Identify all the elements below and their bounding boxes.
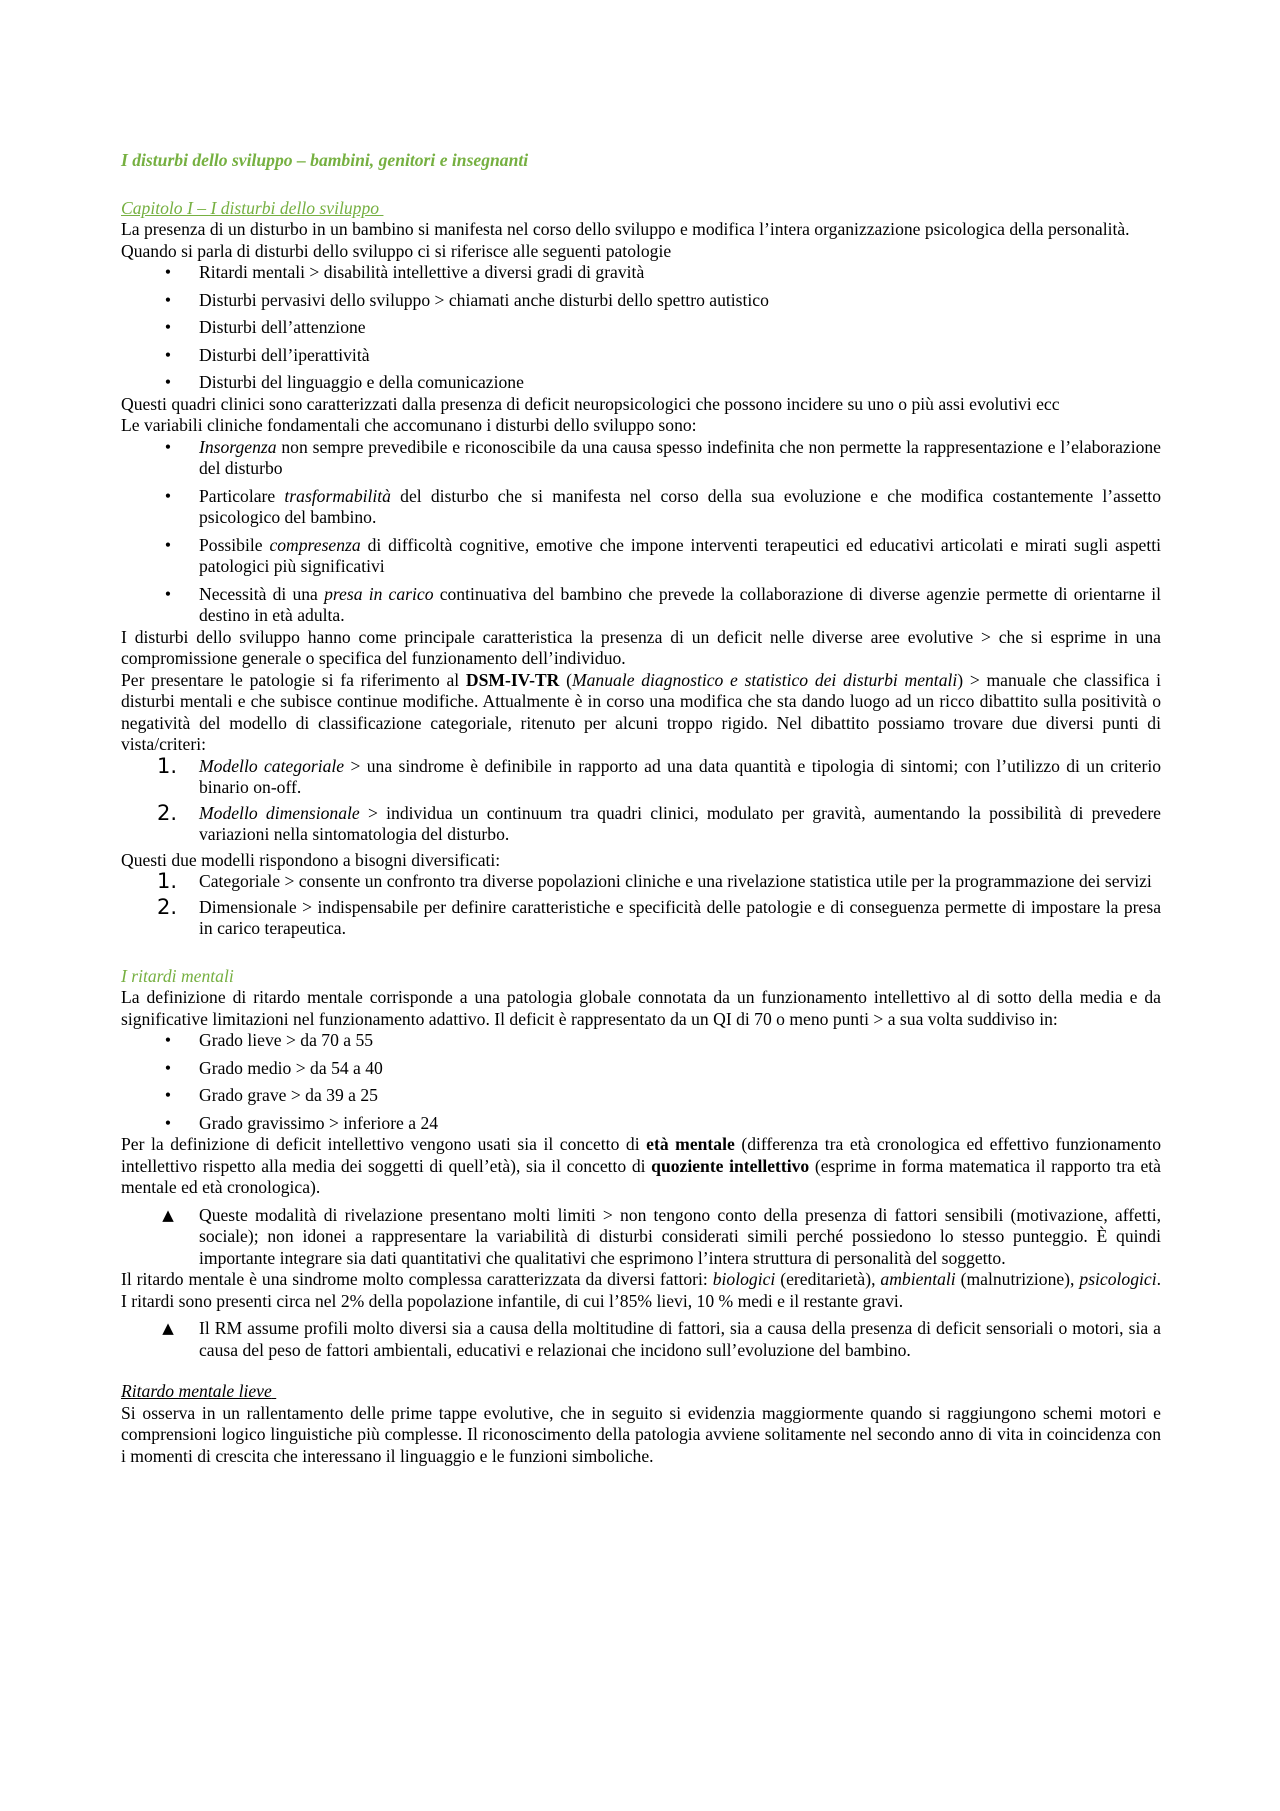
list-item: • Disturbi del linguaggio e della comunicazione [121,372,1161,394]
list-item: • Grado lieve > da 70 a 55 [121,1030,1161,1052]
bullet-icon: • [164,534,172,555]
models-list [121,753,1162,846]
ritardi-mentali-heading: I ritardi mentali [121,965,234,986]
bullet-icon: • [164,1112,172,1133]
limits-list [121,1205,1161,1270]
list-item: 1. Categoriale > consente un confronto tra diverse popolazioni cliniche e una rivelazione statistica utile per la programmazione dei servizi [156,869,1152,893]
pathologies-list [121,262,1161,394]
intro-paragraph-1: La presenza di un disturbo in un bambino si manifesta nel corso dello sviluppo e modifica l’intera organizzazione psicologica della personalità. [121,219,1130,239]
bullet-icon: • [164,1030,172,1050]
bullet-icon: • [164,262,172,282]
list-item: • Possibile compresenza di difficoltà cognitive, emotive che impone interventi terapeutici ed educativi articolati e mirati sugli aspetti patologici più significativi [121,535,1161,578]
clinical-paragraph-1: Questi quadri clinici sono caratterizzati dalla presenza di deficit neuropsicologici che possono incidere su uno o più assi evolutivi ecc [121,393,1060,414]
intro-paragraph-2: Quando si parla di disturbi dello sviluppo ci si riferisce alle seguenti patologie [121,240,672,261]
bullet-icon: • [164,289,172,310]
mild-paragraph: Si osserva in un rallentamento delle prime tappe evolutive, che in seguito si evidenzia maggiormente quando si raggiungono schemi motori e comprensioni logico linguistiche più complesse. Il riconoscimento della patologia avviene solitamente nel secondo anno di vita in coincidenza con i momenti di crescita che interessano il linguaggio e le funzioni simboliche. [121,1402,1161,1466]
deficit-paragraph: I disturbi dello sviluppo hanno come principale caratteristica la presenza di un deficit nelle diverse aree evolutive > che si esprime in una compromissione generale o specifica del funzionamento dell’individuo. [121,626,1161,668]
chapter-heading: Capitolo I – I disturbi dello sviluppo [121,197,380,218]
list-item: ▲ Il RM assume profili molto diversi sia a causa della moltitudine di fattori, sia a causa della presenza di deficit sensoriali o motori, sia a causa del peso de fattori ambientali, educativi e relazionai che incidono sull’evoluzione del bambino. [121,1318,1161,1361]
bullet-icon: • [164,583,172,604]
list-item: • Insorgenza non sempre prevedibile e riconoscibile da una causa spesso indefinita che non permette la rappresentazione e l’elaborazione del disturbo [121,437,1161,480]
list-item: 2. Modello dimensionale > individua un continuum tra quadri clinici, modulato per gravità, aumentando la possibilità di prevedere variazioni nella sintomatologia del disturbo. [156,800,1161,844]
grades-list [121,1030,1161,1134]
list-number: 1. [156,753,178,778]
bullet-icon: • [164,1085,172,1105]
bullet-icon: • [164,344,172,365]
triangle-bullet-icon: ▲ [162,1205,174,1224]
list-item: • Ritardi mentali > disabilità intellettive a diversi gradi di gravità [121,262,1161,284]
bullet-icon: • [164,372,172,392]
triangle-bullet-icon: ▲ [162,1319,174,1337]
list-number: 2. [156,894,178,919]
list-item: • Disturbi dell’attenzione [121,317,1161,339]
clinical-paragraph-2: Le variabili cliniche fondamentali che accomunano i disturbi dello sviluppo sono: [121,415,697,435]
mild-retardation-heading: Ritardo mentale lieve [121,1381,272,1401]
list-item: • Disturbi pervasivi dello sviluppo > chiamati anche disturbi dello spettro autistico [121,290,1161,312]
list-item: 2. Dimensionale > indispensabile per definire caratteristiche e specificità delle patologie e di conseguenza permette di impostare la presa in carico terapeutica. [156,894,1161,938]
profiles-list [121,1318,1161,1361]
syndrome-paragraph: Il ritardo mentale è una sindrome molto complessa caratterizzata da diversi fattori: biologici (ereditarietà), ambientali (malnutrizione), psicologici. I ritardi sono presenti circa nel 2% della popolazione infantile, di cui l’85% lievi, 10 % medi e il restante gravi. [121,1269,1162,1311]
needs-paragraph: Questi due modelli rispondono a bisogni diversificati: [121,849,501,870]
list-item: • Grado grave > da 39 a 25 [121,1085,1161,1107]
list-item: ▲ Queste modalità di rivelazione presentano molti limiti > non tengono conto della presenza di fattori sensibili (motivazione, affetti, sociale); non idonei a rappresentare la variabilità di disturbi considerati simili perché possiedono lo stesso punteggio. È quindi importante integrare sia dati quantitativi che qualitativi che esprimono l’intera struttura di personalità del soggetto. [121,1205,1161,1270]
list-item: • Disturbi dell’iperattività [121,345,1161,367]
variables-list [121,437,1161,627]
list-number: 1. [156,869,178,893]
rm-paragraph-1: La definizione di ritardo mentale corrisponde a una patologia globale connotata da un funzionamento intellettivo al di sotto della media e da significative limitazioni nel funzionamento adattivo. Il deficit è rappresentato da un QI di 70 o meno punti > a sua volta suddiviso in: [121,987,1161,1029]
bullet-icon: • [164,436,172,457]
list-item: 1. Modello categoriale > una sindrome è definibile in rapporto ad una data quantità e tipologia di sintomi; con l’utilizzo di un criterio binario on-off. [156,753,1162,797]
list-item: • Grado gravissimo > inferiore a 24 [121,1113,1161,1135]
list-item: • Necessità di una presa in carico continuativa del bambino che prevede la collaborazione di diverse agenzie permette di orientarne il destino in età adulta. [121,584,1161,627]
list-number: 2. [156,800,178,825]
dsm-paragraph: Per presentare le patologie si fa riferimento al DSM-IV-TR (Manuale diagnostico e statistico dei disturbi mentali) > manuale che classifica i disturbi mentali e che subisce continue modifiche. Attualmente è in corso una modifica che sta dando luogo ad un ricco dibattito sulla positività o negatività del modello di classificazione categoriale, ritenuto per alcuni troppo rigido. Nel dibattito possiamo trovare due diversi punti di vista/criteri: [121,669,1161,754]
bullet-icon: • [164,485,172,506]
document-title: I disturbi dello sviluppo – bambini, genitori e insegnanti [121,150,529,170]
needs-list [121,871,1161,940]
bullet-icon: • [164,1057,172,1078]
list-item: • Grado medio > da 54 a 40 [121,1058,1161,1080]
definition-paragraph: Per la definizione di deficit intellettivo vengono usati sia il concetto di età mentale (differenza tra età cronologica ed effettivo funzionamento intellettivo rispetto alla media dei soggetti di quell’età), sia il concetto di quoziente intellettivo (esprime in forma matematica il rapporto tra età mentale ed età cronologica). [121,1134,1161,1197]
list-item: • Particolare trasformabilità del disturbo che si manifesta nel corso della sua evoluzione e che modifica costantemente l’assetto psicologico del bambino. [121,486,1161,529]
bullet-icon: • [164,317,172,337]
